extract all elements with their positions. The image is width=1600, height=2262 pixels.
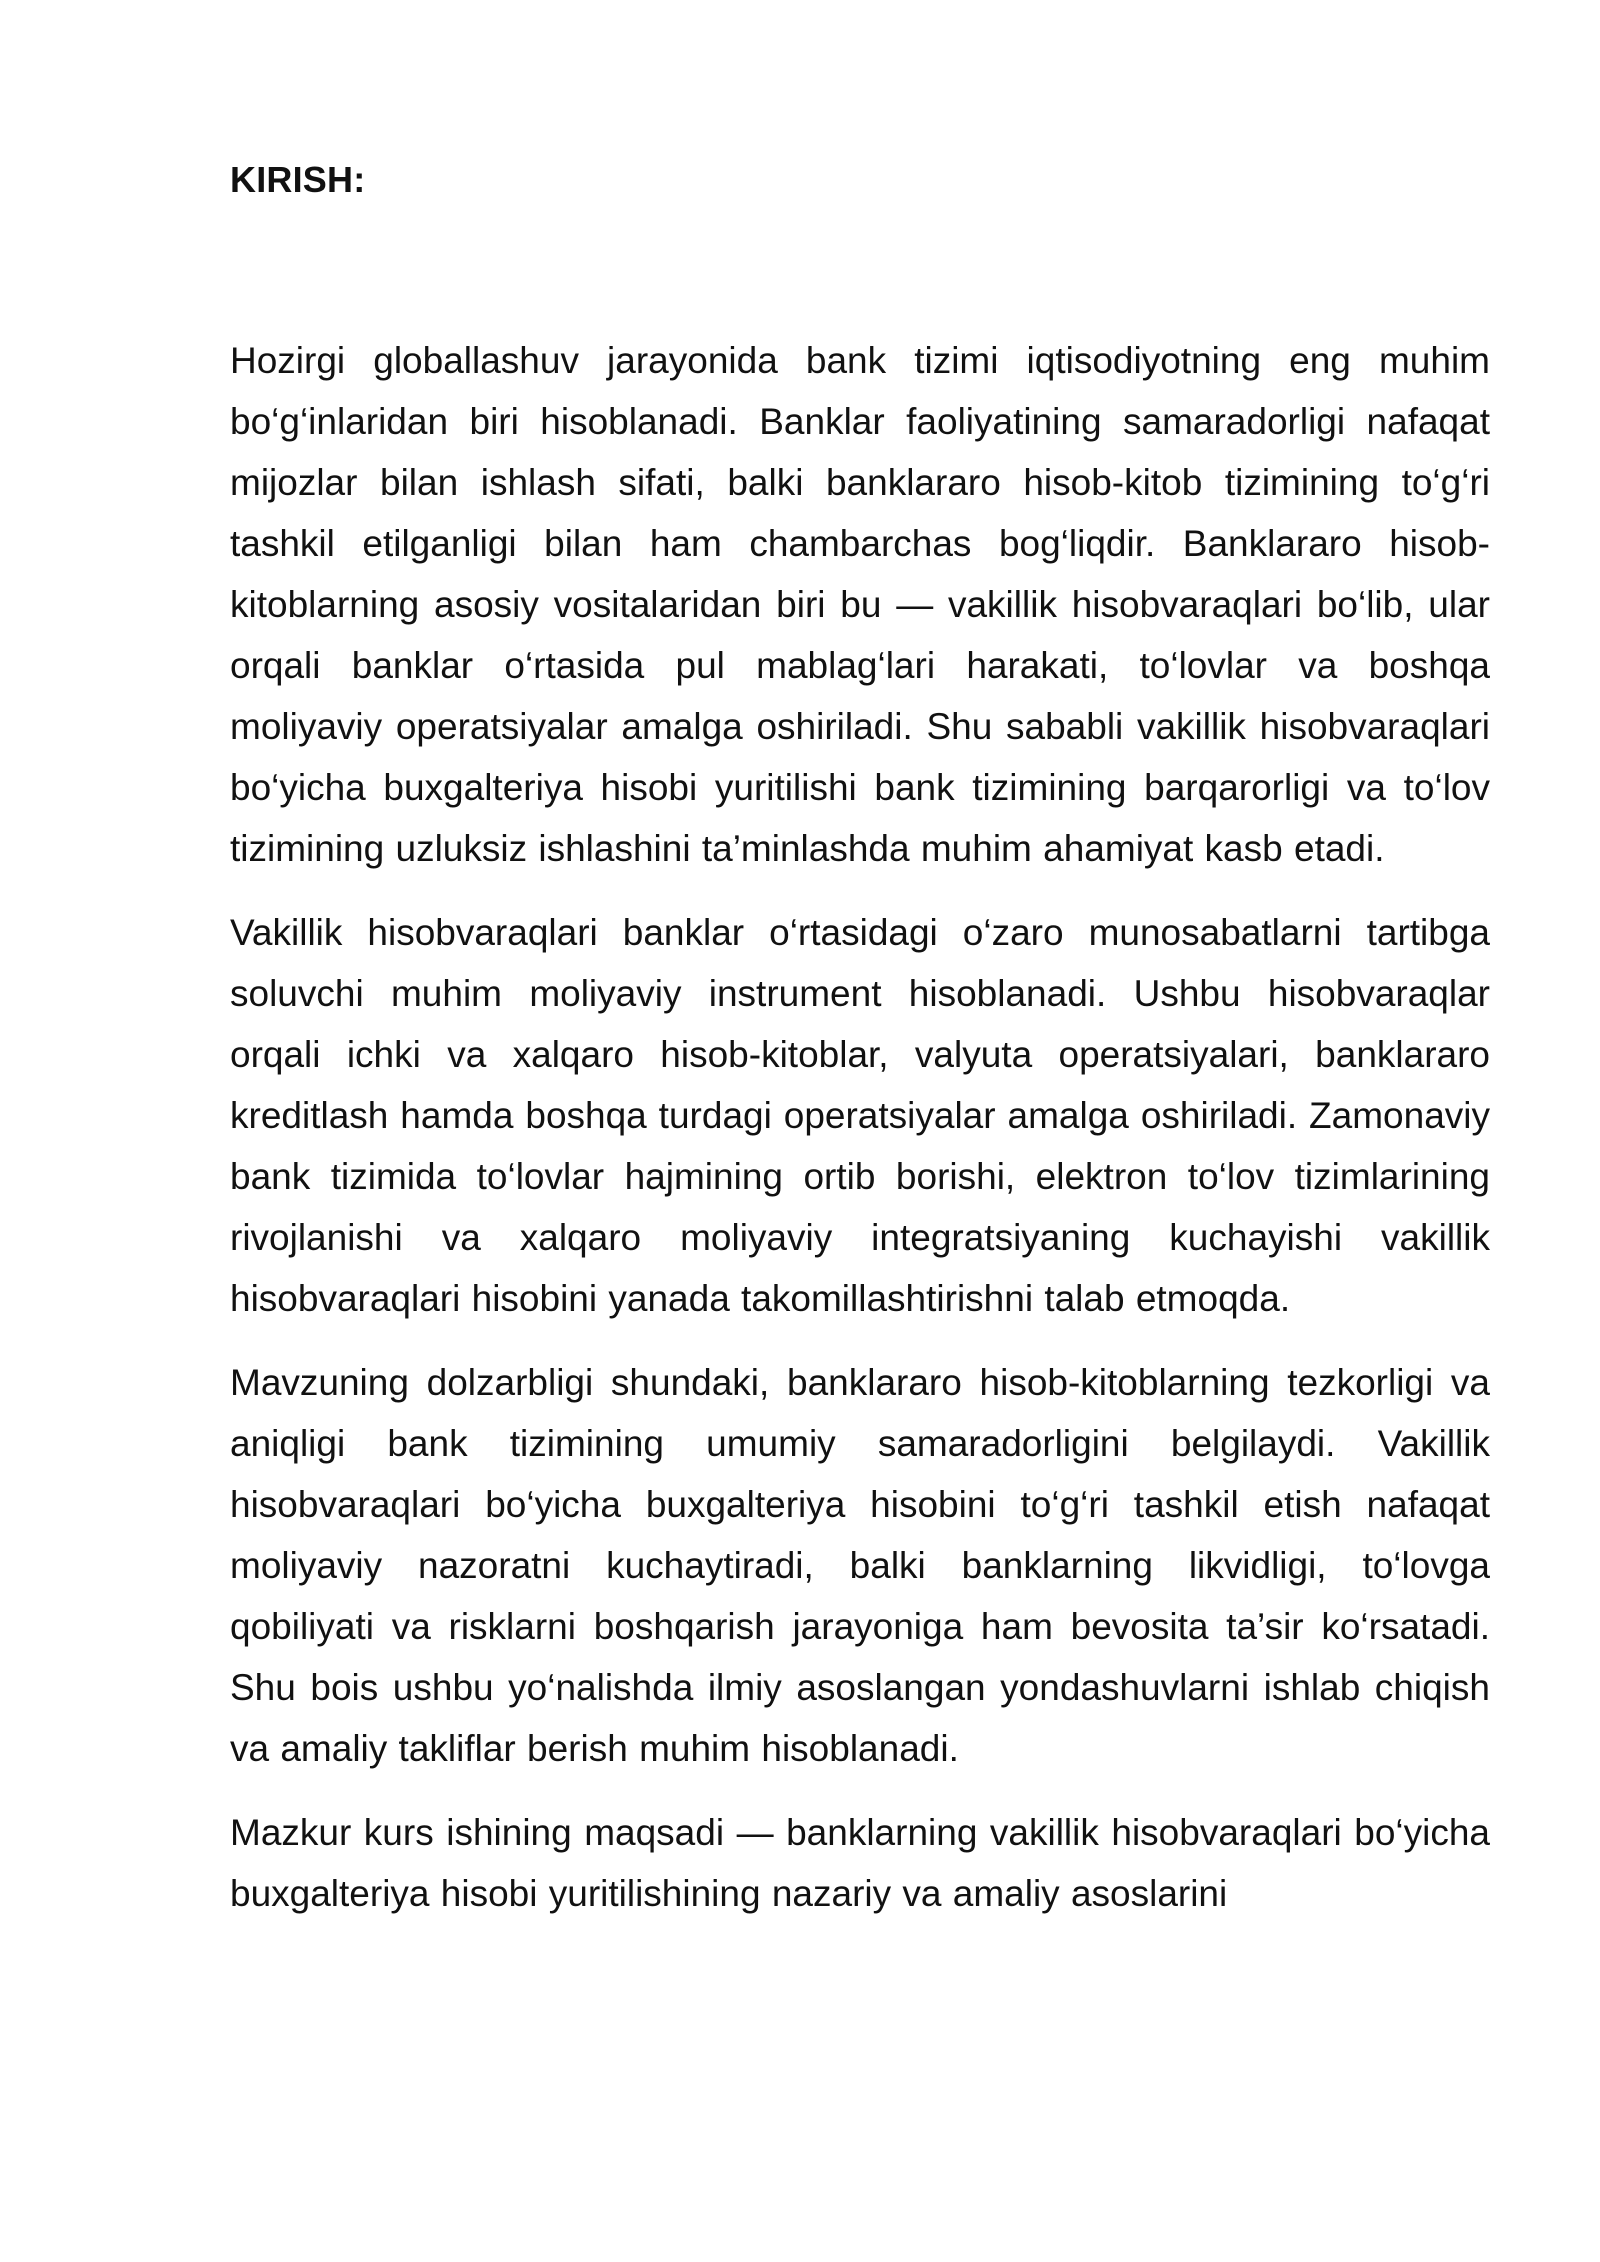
- paragraph-2: Vakillik hisobvaraqlari banklar o‘rtasidagi o‘zaro munosabatlarni tartibga soluvchi muhim moliyaviy instrument hisoblanadi. Ushbu hisobvaraqlar orqali ichki va xalqaro hisob-kitoblar, valyuta operatsiyalari, banklararo kreditlash hamda boshqa turdagi operatsiyalar amalga oshiriladi. Zamonaviy bank tizimida to‘lovlar hajmining ortib borishi, elektron to‘lov tizimlarining rivojlanishi va xalqaro moliyaviy integratsiyaning kuchayishi vakillik hisobvaraqlari hisobini yanada takomillashtirishni talab etmoqda.: [230, 912, 1490, 1319]
- document-body: [230, 150, 1490, 1947]
- paragraph-3: Mavzuning dolzarbligi shundaki, banklararo hisob-kitoblarning tezkorligi va aniqligi bank tizimining umumiy samaradorligini belgilaydi. Vakillik hisobvaraqlari bo‘yicha buxgalteriya hisobini to‘g‘ri tashkil etish nafaqat moliyaviy nazoratni kuchaytiradi, balki banklarning likvidligi, to‘lovga qobiliyati va risklarni boshqarish jarayoniga ham bevosita ta’sir ko‘rsatadi. Shu bois ushbu yo‘nalishda ilmiy asoslangan yondashuvlarni ishlab chiqish va amaliy takliflar berish muhim hisoblanadi.: [230, 1362, 1490, 1769]
- paragraph-4: Mazkur kurs ishining maqsadi — banklarning vakillik hisobvaraqlari bo‘yicha buxgalteriya hisobi yuritilishining nazariy va amaliy asoslarini: [230, 1812, 1490, 1914]
- paragraph-1: Hozirgi globallashuv jarayonida bank tizimi iqtisodiyotning eng muhim bo‘g‘inlaridan biri hisoblanadi. Banklar faoliyatining samaradorligi nafaqat mijozlar bilan ishlash sifati, balki banklararo hisob-kitob tizimining to‘g‘ri tashkil etilganligi bilan ham chambarchas bog‘liqdir. Banklararo hisob-kitoblarning asosiy vositalaridan biri bu — vakillik hisobvaraqlari bo‘lib, ular orqali banklar o‘rtasida pul mablag‘lari harakati, to‘lovlar va boshqa moliyaviy operatsiyalar amalga oshiriladi. Shu sababli vakillik hisobvaraqlari bo‘yicha buxgalteriya hisobi yuritilishi bank tizimining barqarorligi va to‘lov tizimining uzluksiz ishlashini ta’minlashda muhim ahamiyat kasb etadi.: [230, 340, 1490, 869]
- section-heading: KIRISH:: [230, 159, 366, 200]
